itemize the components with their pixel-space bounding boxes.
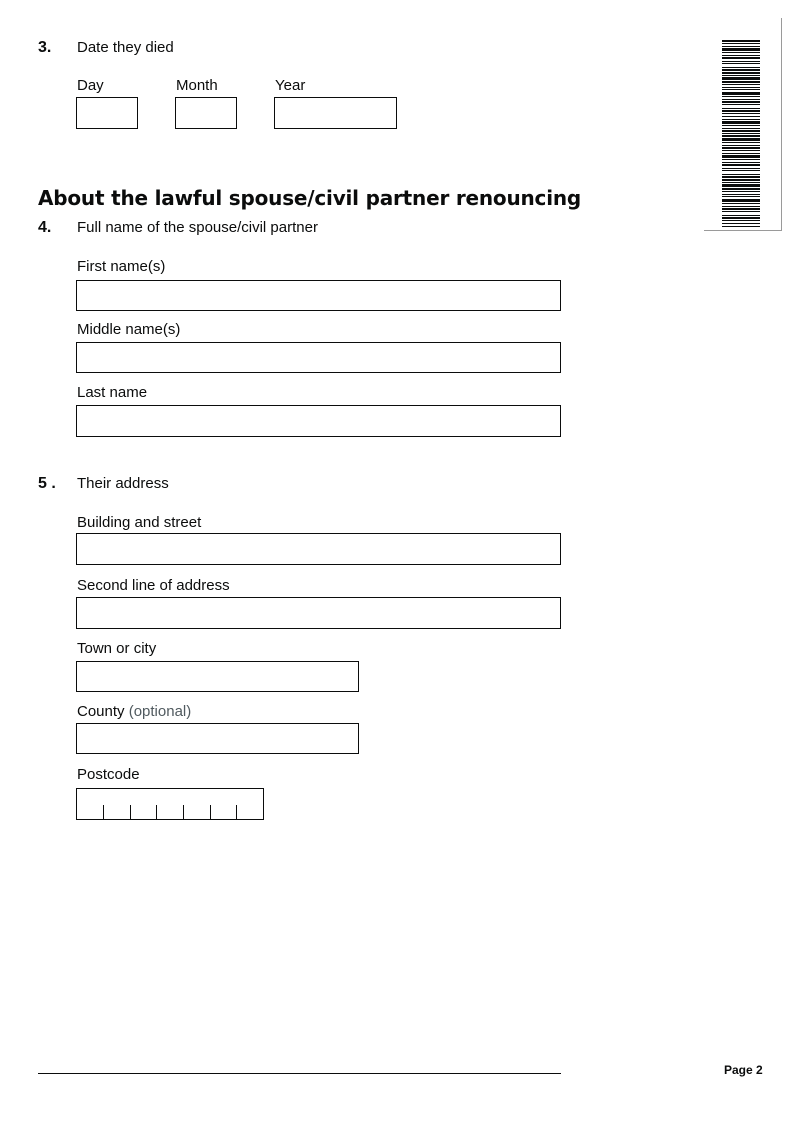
barcode-icon: [722, 40, 760, 228]
barcode-bar: [722, 63, 760, 64]
barcode-bar: [722, 194, 760, 195]
barcode-bar: [722, 191, 760, 192]
barcode-bar: [722, 130, 760, 132]
barcode-bar: [722, 89, 760, 90]
barcode-bar: [722, 142, 760, 143]
barcode-frame-line: [781, 18, 782, 230]
barcode-bar: [722, 147, 760, 149]
barcode-bar: [722, 75, 760, 76]
barcode-bar: [722, 48, 760, 51]
year-input[interactable]: [274, 97, 397, 129]
postcode-label: Postcode: [77, 766, 140, 783]
street-label: Building and street: [77, 514, 202, 531]
barcode-bar: [722, 87, 760, 88]
postcode-divider: [103, 805, 104, 819]
barcode-bar: [722, 67, 760, 68]
barcode-bar: [722, 72, 760, 74]
barcode-bar: [722, 159, 760, 160]
barcode-bar: [722, 81, 760, 83]
barcode-bar: [722, 55, 760, 56]
middle-name-label: Middle name(s): [77, 321, 181, 338]
town-input[interactable]: [76, 661, 359, 692]
barcode-bar: [722, 206, 760, 207]
postcode-input[interactable]: [76, 788, 264, 820]
county-label-row: [77, 702, 191, 722]
barcode-bar: [722, 52, 760, 53]
barcode-bar: [722, 164, 760, 166]
question-number-5: 5 .: [38, 475, 56, 492]
barcode-bar: [722, 155, 760, 158]
barcode-bar: [722, 138, 760, 141]
barcode-bar: [722, 184, 760, 187]
barcode-bar: [722, 43, 760, 44]
first-name-input[interactable]: [76, 280, 561, 311]
question-number-3: 3.: [38, 39, 52, 56]
barcode-bar: [722, 46, 760, 47]
barcode-bar: [722, 101, 760, 103]
barcode-bar: [722, 77, 760, 80]
postcode-divider: [236, 805, 237, 819]
barcode-bar: [722, 226, 760, 227]
barcode-bar: [722, 69, 760, 71]
barcode-bar: [722, 113, 760, 114]
postcode-divider: [130, 805, 131, 819]
second-line-input[interactable]: [76, 597, 561, 629]
first-name-label: First name(s): [77, 258, 166, 275]
day-label: Day: [77, 77, 104, 94]
day-input[interactable]: [76, 97, 138, 129]
barcode-bar: [722, 162, 760, 163]
barcode-bar: [722, 104, 760, 105]
question-text-address: Their address: [77, 475, 169, 492]
street-input[interactable]: [76, 533, 561, 565]
second-line-label: Second line of address: [77, 577, 230, 594]
footer-rule: [38, 1073, 561, 1074]
barcode-bar: [722, 170, 760, 171]
barcode-bar: [722, 108, 760, 109]
barcode-area: [704, 18, 782, 231]
barcode-bar: [722, 168, 760, 169]
barcode-bar: [722, 135, 760, 137]
month-label: Month: [176, 77, 218, 94]
barcode-bar: [722, 150, 760, 151]
barcode-bar: [722, 145, 760, 146]
section-heading: About the lawful spouse/civil partner renouncing: [38, 186, 582, 210]
barcode-bar: [722, 215, 760, 216]
barcode-bar: [722, 196, 760, 197]
last-name-label: Last name: [77, 384, 148, 401]
barcode-bar: [722, 199, 760, 202]
page-number: Page 2: [724, 1063, 763, 1077]
barcode-bar: [722, 99, 760, 100]
barcode-bar: [722, 208, 760, 210]
year-label: Year: [275, 77, 306, 94]
postcode-divider: [210, 805, 211, 819]
barcode-bar: [722, 133, 760, 134]
question-number-4: 4.: [38, 219, 52, 236]
barcode-bar: [722, 119, 760, 120]
last-name-input[interactable]: [76, 405, 561, 437]
barcode-bar: [722, 128, 760, 129]
barcode-bar: [722, 125, 760, 126]
town-label: Town or city: [77, 640, 157, 657]
barcode-bar: [722, 179, 760, 181]
barcode-bar: [722, 57, 760, 59]
barcode-bar: [722, 220, 760, 221]
barcode-bar: [722, 182, 760, 183]
barcode-frame-line: [704, 230, 782, 231]
county-label: County: [77, 703, 125, 720]
barcode-bar: [722, 223, 760, 224]
postcode-divider: [156, 805, 157, 819]
barcode-bar: [722, 96, 760, 97]
barcode-bar: [722, 203, 760, 204]
barcode-bar: [722, 174, 760, 175]
optional-hint: (optional): [128, 703, 192, 720]
barcode-bar: [722, 116, 760, 117]
question-text-date-died: Date they died: [77, 39, 174, 56]
county-input[interactable]: [76, 723, 359, 754]
question-text-full-name: Full name of the spouse/civil partner: [77, 219, 318, 236]
barcode-bar: [722, 121, 760, 124]
barcode-bar: [722, 188, 760, 190]
barcode-bar: [722, 153, 760, 154]
barcode-bar: [722, 61, 760, 62]
barcode-bar: [722, 92, 760, 95]
postcode-divider: [183, 805, 184, 819]
middle-name-input[interactable]: [76, 342, 561, 373]
barcode-bar: [722, 211, 760, 212]
barcode-bar: [722, 40, 760, 42]
barcode-bar: [722, 176, 760, 178]
barcode-bar: [722, 110, 760, 112]
barcode-bar: [722, 217, 760, 219]
barcode-bar: [722, 84, 760, 85]
month-input[interactable]: [175, 97, 237, 129]
